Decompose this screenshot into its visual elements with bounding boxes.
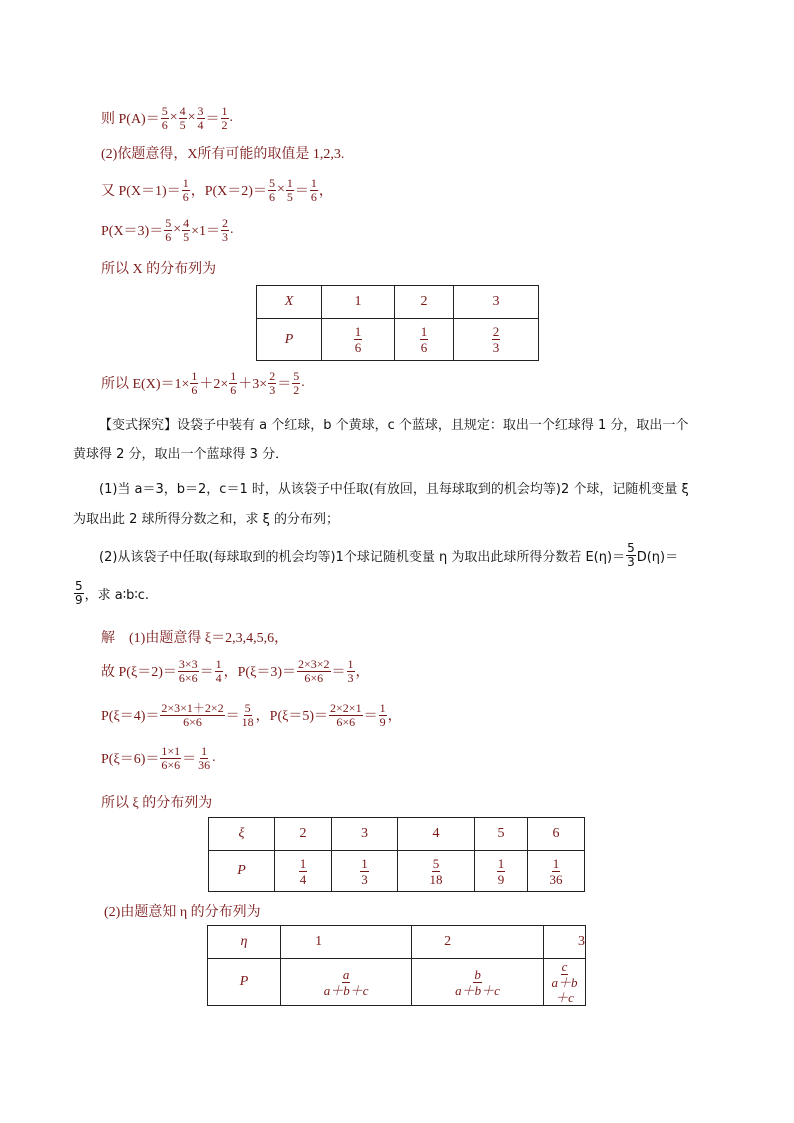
fraction: $\frac{1}{6}$ (310, 175, 317, 204)
fraction: $\frac{3}{4}$ (197, 103, 204, 132)
fraction: $\frac{2\times 3\times 1+2\times 2}{6\times 6}$ (161, 700, 224, 729)
xi-dist-intro: 所以 ξ 的分布列为 (101, 796, 213, 811)
table-cell: 4 (398, 818, 475, 851)
table-cell: 1 (322, 286, 395, 319)
equals-sign: ＝ (182, 752, 197, 767)
table-cell: η (208, 926, 281, 959)
fraction: $\frac{1}{5}$ (286, 175, 293, 204)
plus-term: ＋2× (199, 377, 229, 392)
fraction: $\frac{5}{6}$ (165, 215, 172, 244)
table-cell: $\frac{5}{18}$ (398, 851, 475, 892)
table-cell: 2 (412, 926, 544, 959)
expectation-label: 所以 E(X)＝1× (101, 377, 190, 392)
px1-label: 又 P(X＝1)＝ (101, 184, 181, 199)
comma: ， (387, 709, 402, 724)
table-row (208, 926, 586, 959)
equals-sign: ＝ (225, 709, 240, 724)
table-cell: 2 (275, 818, 332, 851)
table-cell: P (209, 851, 275, 892)
table-row (208, 959, 586, 1006)
times-sign: × (187, 110, 196, 125)
fraction: $\frac{3\times 3}{6\times 6}$ (178, 656, 198, 685)
table-cell: $\frac{c}{a+b+c}$ (544, 959, 586, 1006)
p-a-line (101, 103, 233, 133)
fraction: $\frac{1}{36}$ (198, 743, 211, 772)
fraction: $\frac{1\times 1}{6\times 6}$ (161, 743, 181, 772)
variance-label: D(η)＝ (636, 549, 679, 565)
eta-dist-intro: (2)由题意知 η 的分布列为 (104, 905, 261, 920)
variant-line-1: 【变式探究】设袋子中装有 a 个红球，b 个黄球，c 个蓝球，且规定：取出一个红球得 1 分，取出一个 (99, 417, 689, 433)
plus-term: ＋3× (238, 377, 268, 392)
question2-line-2 (73, 578, 149, 608)
p-xi-6-line (101, 743, 216, 773)
table-cell: $\frac{b}{a+b+c}$ (412, 959, 544, 1006)
fraction: $\frac{1}{6}$ (191, 368, 198, 397)
table-cell: $\frac{1}{4}$ (275, 851, 332, 892)
xi-distribution-table (208, 817, 585, 892)
fraction: $\frac{4}{5}$ (183, 215, 190, 244)
fraction: $\frac{1}{3}$ (347, 656, 354, 685)
fraction: $\frac{1}{2}$ (221, 103, 228, 132)
fraction: $\frac{1}{4}$ (215, 656, 222, 685)
question1-line-2: 为取出此 2 球所得分数之和，求 ξ 的分布列； (73, 511, 340, 527)
period: . (230, 222, 234, 237)
table-cell: $\frac{1}{36}$ (528, 851, 585, 892)
period: . (229, 110, 234, 125)
variant-line-2: 黄球得 2 分，取出一个蓝球得 3 分． (73, 446, 289, 462)
table-cell: 6 (528, 818, 585, 851)
table-cell: 2 (395, 286, 454, 319)
period: . (212, 750, 216, 765)
fraction: $\frac{2\times 2\times 1}{6\times 6}$ (330, 700, 362, 729)
p-xi-4-label: P(ξ＝4)＝ (101, 709, 160, 724)
fraction: $\frac{1}{6}$ (182, 175, 189, 204)
x-values-line: (2)依题意得，X所有可能的取值是 1,2,3. (101, 147, 345, 162)
solution-intro: 解 (1)由题意得 ξ＝2,3,4,5,6， (101, 631, 289, 646)
table-cell: 1 (281, 926, 412, 959)
p-xi-2-label: 故 P(ξ＝2)＝ (101, 665, 177, 680)
table-cell: 3 (544, 926, 586, 959)
px12-line (101, 175, 333, 205)
table-cell: $\frac{2}{3}$ (454, 319, 539, 361)
fraction: $\frac{5}{3}$ (627, 540, 635, 569)
fraction: $\frac{1}{9}$ (379, 700, 386, 729)
comma: ， (355, 665, 370, 680)
table-row (209, 851, 585, 892)
px3-line (101, 215, 234, 245)
table-cell: $\frac{1}{6}$ (322, 319, 395, 361)
table-cell: 3 (454, 286, 539, 319)
x-dist-intro: 所以 X 的分布列为 (101, 262, 217, 277)
eta-distribution-table (207, 925, 586, 1006)
times-one: ×1＝ (191, 224, 221, 239)
px3-label: P(X＝3)＝ (101, 224, 164, 239)
table-cell: ξ (209, 818, 275, 851)
fraction: $\frac{1}{6}$ (230, 368, 237, 397)
fraction: $\frac{5}{18}$ (241, 700, 254, 729)
table-cell: $\frac{a}{a+b+c}$ (281, 959, 412, 1006)
table-cell: $\frac{1}{9}$ (475, 851, 528, 892)
fraction: $\frac{2}{3}$ (222, 215, 229, 244)
p-xi-23-line (101, 656, 370, 686)
fraction: $\frac{5}{6}$ (268, 175, 275, 204)
fraction: $\frac{5}{2}$ (293, 368, 300, 397)
table-row (257, 286, 539, 319)
p-xi-5-label: ，P(ξ＝5)＝ (255, 709, 329, 724)
times-sign: × (169, 110, 178, 125)
fraction: $\frac{5}{6}$ (161, 103, 168, 132)
table-row (257, 319, 539, 361)
p-xi-3-label: ，P(ξ＝3)＝ (223, 665, 296, 680)
px2-label: ，P(X＝2)＝ (190, 184, 267, 199)
period: . (301, 375, 305, 390)
table-cell: P (257, 319, 322, 361)
table-cell: $\frac{1}{6}$ (395, 319, 454, 361)
fraction: $\frac{5}{9}$ (75, 578, 83, 607)
equals-sign: ＝ (199, 665, 214, 680)
equals-sign: ＝ (205, 112, 220, 127)
table-cell: 5 (475, 818, 528, 851)
table-cell: X (257, 286, 322, 319)
question2-line-1 (99, 540, 678, 570)
x-distribution-table (256, 285, 539, 361)
equals-sign: ＝ (294, 184, 309, 199)
fraction: $\frac{4}{5}$ (179, 103, 186, 132)
table-cell: P (208, 959, 281, 1006)
p-a-label: 则 P(A)＝ (101, 112, 160, 127)
times-sign: × (276, 182, 285, 197)
expectation-line (101, 368, 305, 398)
fraction: $\frac{2}{3}$ (269, 368, 276, 397)
question2-tail: ，求 a∶b∶c. (84, 587, 150, 603)
comma: ， (318, 184, 333, 199)
table-row (209, 818, 585, 851)
equals-sign: ＝ (331, 665, 346, 680)
equals-sign: ＝ (277, 377, 292, 392)
p-xi-45-line (101, 700, 402, 730)
table-cell: 3 (332, 818, 398, 851)
question2-text: (2)从该袋子中任取(每球取到的机会均等)1个球记随机变量 η 为取出此球所得分数若 E(η)＝ (99, 549, 626, 565)
p-xi-6-label: P(ξ＝6)＝ (101, 752, 160, 767)
question1-line-1: (1)当 a＝3，b＝2，c＝1 时，从该袋子中任取(有放回，且每球取到的机会均等)2 个球，记随机变量 ξ (99, 481, 689, 497)
equals-sign: ＝ (363, 709, 378, 724)
fraction: $\frac{2\times 3\times 2}{6\times 6}$ (298, 656, 330, 685)
table-cell: $\frac{1}{3}$ (332, 851, 398, 892)
times-sign: × (173, 222, 182, 237)
